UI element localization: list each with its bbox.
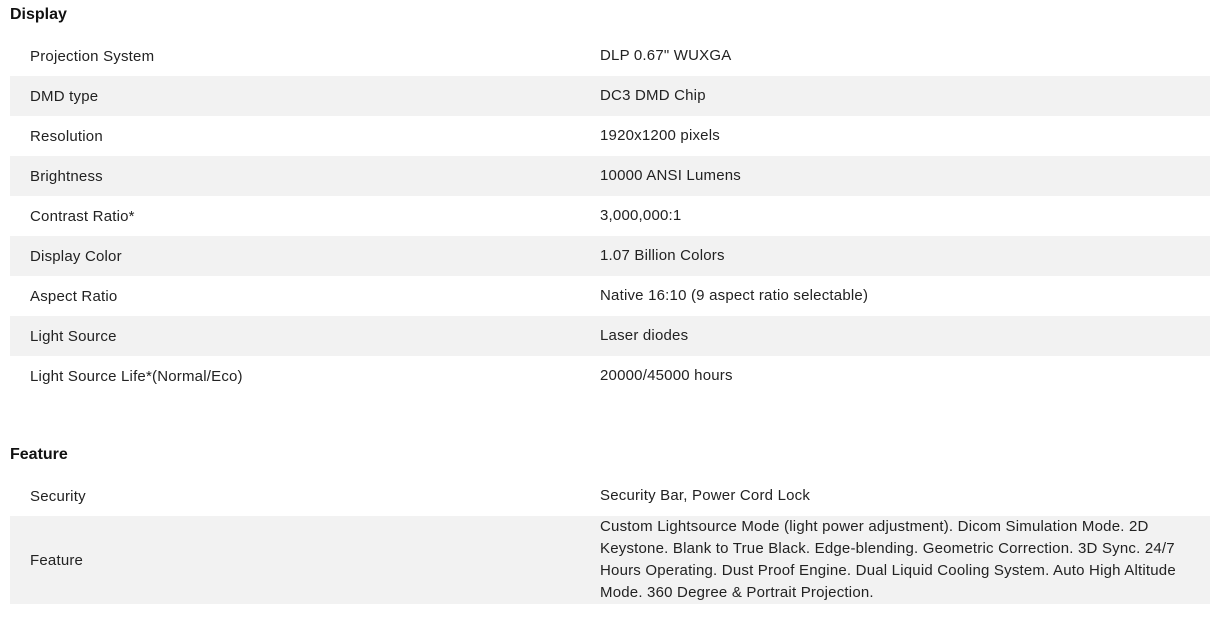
spec-label: Projection System xyxy=(30,47,155,65)
spec-row-dmd-type xyxy=(10,76,1210,116)
spec-table-feature xyxy=(10,476,1210,604)
spec-row-projection-system xyxy=(10,36,1210,76)
spec-label: Light Source xyxy=(30,327,117,345)
spec-value: DC3 DMD Chip xyxy=(600,87,706,104)
spec-label: Brightness xyxy=(30,167,103,185)
spec-label: Security xyxy=(30,487,86,505)
spec-label: Aspect Ratio xyxy=(30,287,118,305)
spec-row-display-color xyxy=(10,236,1210,276)
spec-row-security xyxy=(10,476,1210,516)
spec-value: 1.07 Billion Colors xyxy=(600,247,725,264)
section-title-feature: Feature xyxy=(10,446,68,463)
spec-row-aspect-ratio xyxy=(10,276,1210,316)
spec-value: DLP 0.67" WUXGA xyxy=(600,47,732,64)
spec-value: Custom Lightsource Mode (light power adjustment). Dicom Simulation Mode. 2D Keystone. Blank to True Black. Edge-blending. Geometric Correction. 3D Sync. 24/7 Hours Operating. Dust Proof Engine. Dual Liquid Cooling System. Auto High Altitude Mode. 360 Degree & Portrait Projection. xyxy=(600,518,1176,601)
spec-value: 3,000,000:1 xyxy=(600,207,682,224)
spec-row-resolution xyxy=(10,116,1210,156)
spec-row-contrast-ratio xyxy=(10,196,1210,236)
spec-table-display xyxy=(10,36,1210,396)
spec-label: Contrast Ratio* xyxy=(30,207,135,225)
spec-label: Resolution xyxy=(30,127,103,145)
spec-label: DMD type xyxy=(30,87,99,105)
spec-value: 20000/45000 hours xyxy=(600,367,733,384)
spec-value: Laser diodes xyxy=(600,327,689,344)
spec-value: Native 16:10 (9 aspect ratio selectable) xyxy=(600,287,869,304)
spec-row-feature xyxy=(10,516,1210,604)
spec-label: Display Color xyxy=(30,247,122,265)
spec-value: Security Bar, Power Cord Lock xyxy=(600,487,811,504)
spec-row-light-source xyxy=(10,316,1210,356)
section-title-display: Display xyxy=(10,6,67,23)
spec-label: Light Source Life*(Normal/Eco) xyxy=(30,367,243,385)
spec-value: 10000 ANSI Lumens xyxy=(600,167,741,184)
spec-value: 1920x1200 pixels xyxy=(600,127,720,144)
spec-row-light-source-life xyxy=(10,356,1210,396)
spec-label: Feature xyxy=(30,551,84,569)
spec-row-brightness xyxy=(10,156,1210,196)
